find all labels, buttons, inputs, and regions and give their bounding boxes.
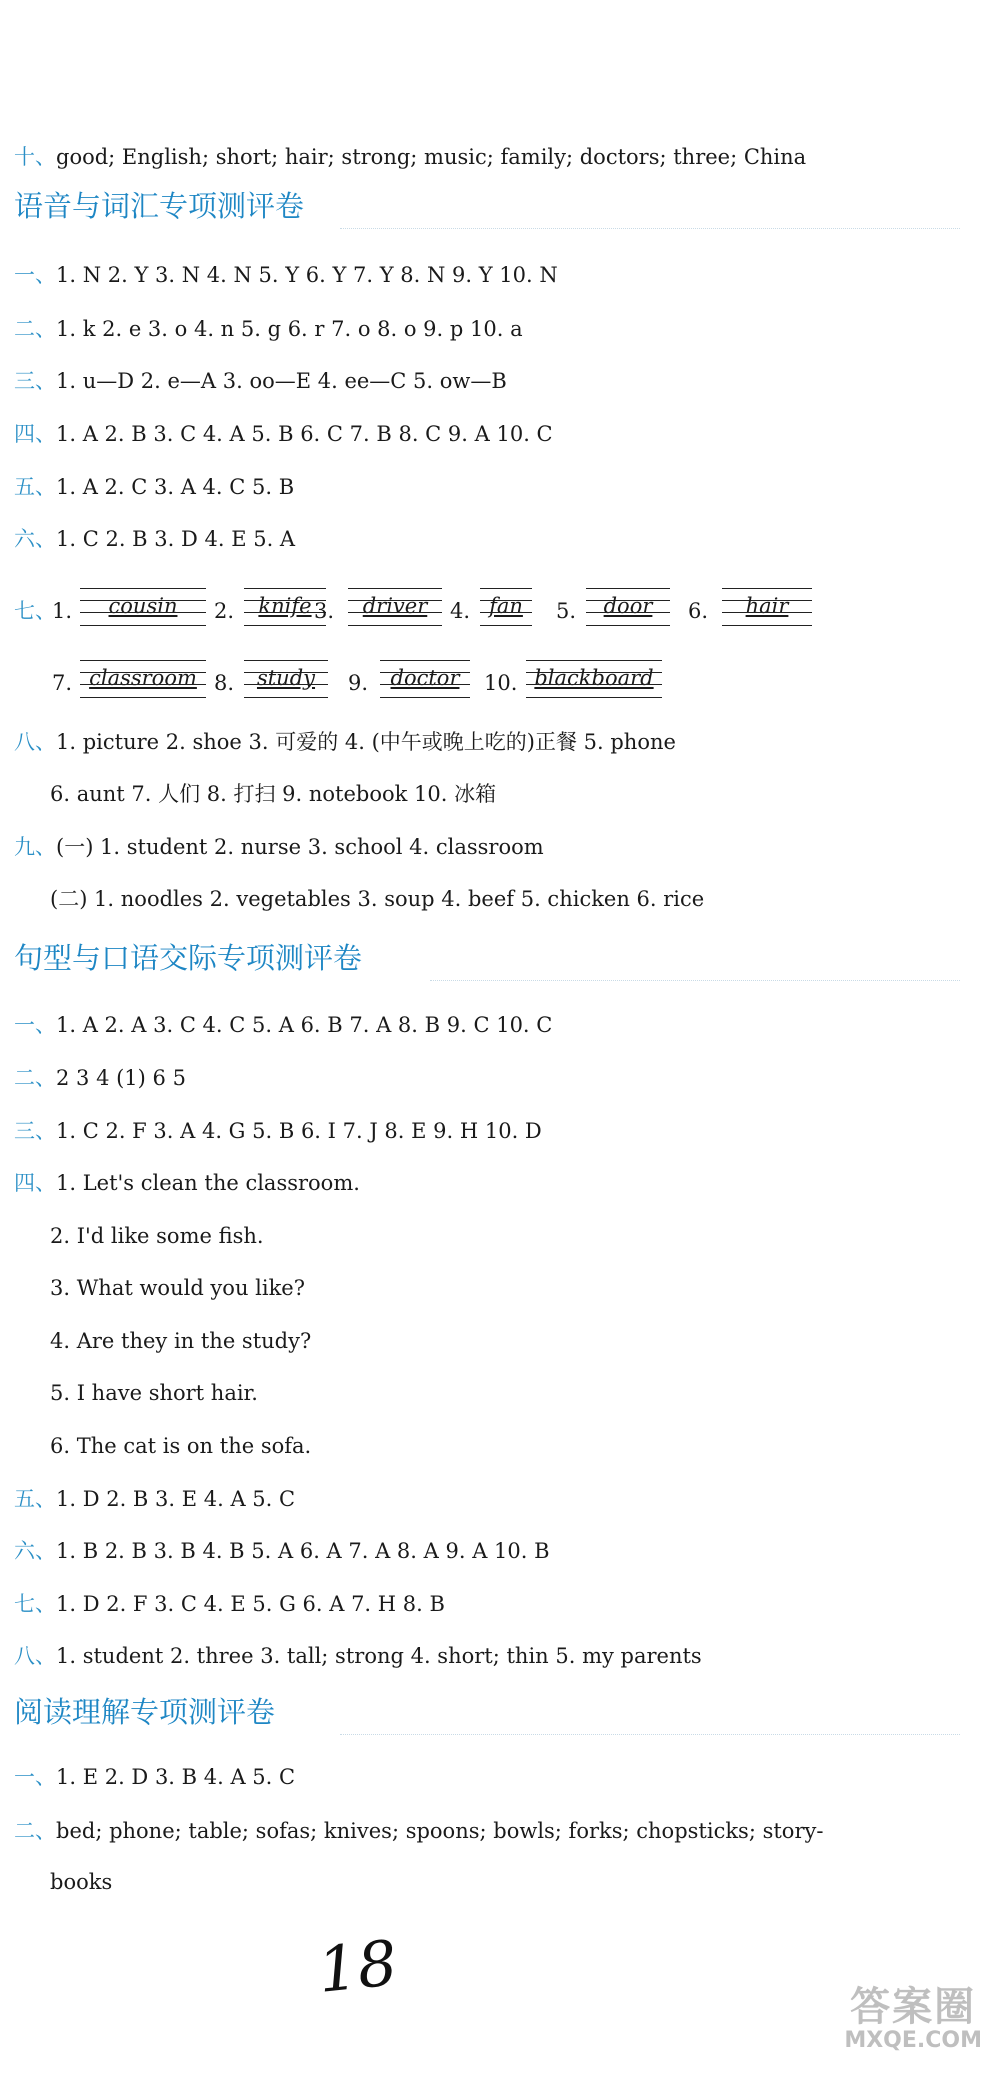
answer-line [14, 1063, 980, 1093]
answer-line [14, 1536, 980, 1566]
item-number: 10. [484, 671, 518, 695]
four-line-box [80, 588, 206, 626]
answer-text: 1. k 2. e 3. o 4. n 5. g 6. r 7. o 8. o 9. p 10. a [56, 317, 523, 341]
question-number: 五、 [14, 1487, 56, 1511]
answer-line-continued: 6. aunt 7. 人们 8. 打扫 9. notebook 10. 冰箱 [50, 782, 497, 806]
question-number: 七、 [14, 1592, 56, 1616]
item-number: 6. [688, 599, 709, 623]
item-number: 2. [214, 599, 235, 623]
answer-line-continued: 4. Are they in the study? [50, 1329, 312, 1353]
answer-line [14, 1816, 980, 1846]
handwritten-word: driver [362, 594, 428, 618]
handwritten-word: blackboard [534, 666, 654, 690]
question-number: 四、 [14, 1171, 56, 1195]
question-number: 一、 [14, 1765, 56, 1789]
answer-text: (一) 1. student 2. nurse 3. school 4. classroom [56, 835, 544, 859]
answer-line [14, 1641, 980, 1671]
answer-text: 1. A 2. C 3. A 4. C 5. B [56, 475, 295, 499]
question-number: 十、 [14, 145, 56, 169]
question-number: 二、 [14, 1819, 56, 1843]
four-line-box [586, 588, 670, 626]
answer-text: 1. picture 2. shoe 3. 可爱的 4. (中午或晚上吃的)正餐 5. phone [56, 730, 676, 754]
answer-line [14, 1484, 980, 1514]
answer-line [14, 366, 980, 396]
answer-text: 1. u—D 2. e—A 3. oo—E 4. ee—C 5. ow—B [56, 369, 507, 393]
answer-text: 1. E 2. D 3. B 4. A 5. C [56, 1765, 296, 1789]
section-title-sentence-patterns: 句型与口语交际专项测评卷 [14, 941, 363, 975]
answer-line [14, 1589, 980, 1619]
answer-text: 1. A 2. A 3. C 4. C 5. A 6. B 7. A 8. B 9. C 10. C [56, 1013, 553, 1037]
question-number: 二、 [14, 1066, 56, 1090]
handwritten-word: classroom [89, 666, 197, 690]
answer-line [14, 727, 980, 757]
heading-divider [430, 980, 960, 981]
handwritten-word: fan [489, 594, 523, 618]
question-number: 九、 [14, 835, 56, 859]
handwritten-word: knife [258, 594, 312, 618]
question-number: 五、 [14, 475, 56, 499]
answer-line [14, 1010, 980, 1040]
four-line-box [480, 588, 532, 626]
watermark-url: MXQE.COM [844, 2028, 982, 2053]
four-line-box [722, 588, 812, 626]
answer-line-continued: (二) 1. noodles 2. vegetables 3. soup 4. beef 5. chicken 6. rice [50, 887, 705, 911]
item-number: 5. [556, 599, 577, 623]
answer-line [14, 1762, 980, 1792]
handwriting-row [14, 650, 980, 712]
answer-text: 1. Let's clean the classroom. [56, 1171, 360, 1195]
answer-line [14, 1116, 980, 1146]
question-number: 四、 [14, 422, 56, 446]
four-line-box [526, 660, 662, 698]
item-number: 9. [348, 671, 369, 695]
page-number: 18 [314, 1926, 401, 2007]
item-number: 3. [314, 599, 335, 623]
question-number: 一、 [14, 1013, 56, 1037]
answer-text: 1. D 2. B 3. E 4. A 5. C [56, 1487, 296, 1511]
four-line-box [80, 660, 206, 698]
handwritten-word: doctor [390, 666, 460, 690]
four-line-box [380, 660, 470, 698]
item-number: 8. [214, 671, 235, 695]
question-number: 三、 [14, 369, 56, 393]
question-number: 三、 [14, 1119, 56, 1143]
watermark-text: 答案圈 [850, 1984, 977, 2030]
section-title-reading: 阅读理解专项测评卷 [14, 1695, 276, 1729]
answer-line-continued: 3. What would you like? [50, 1276, 305, 1300]
question-number: 二、 [14, 317, 56, 341]
handwritten-word: hair [745, 594, 789, 618]
question-number: 六、 [14, 527, 56, 551]
four-line-box [348, 588, 442, 626]
answer-text: 1. student 2. three 3. tall; strong 4. short; thin 5. my parents [56, 1644, 702, 1668]
question-number: 七、 [14, 599, 56, 623]
answer-line [14, 314, 980, 344]
item-number: 1. [52, 599, 73, 623]
answer-text: 1. A 2. B 3. C 4. A 5. B 6. C 7. B 8. C 9. A 10. C [56, 422, 553, 446]
answer-text: 1. B 2. B 3. B 4. B 5. A 6. A 7. A 8. A 9. A 10. B [56, 1539, 550, 1563]
heading-divider [340, 1734, 960, 1735]
question-number: 一、 [14, 263, 56, 287]
handwritten-word: study [256, 666, 316, 690]
answer-text: 1. D 2. F 3. C 4. E 5. G 6. A 7. H 8. B [56, 1592, 445, 1616]
heading-divider [340, 228, 960, 229]
item-number: 4. [450, 599, 471, 623]
question-number: 八、 [14, 1644, 56, 1668]
four-line-box [244, 660, 328, 698]
answer-line [14, 832, 980, 862]
answer-line-continued: 6. The cat is on the sofa. [50, 1434, 312, 1458]
answer-text: 1. C 2. F 3. A 4. G 5. B 6. I 7. J 8. E 9. H 10. D [56, 1119, 542, 1143]
answer-line [14, 472, 980, 502]
answer-text: bed; phone; table; sofas; knives; spoons; bowls; forks; chopsticks; story- [56, 1819, 824, 1843]
answer-line [14, 419, 980, 449]
answer-line [14, 1168, 980, 1198]
answer-text: 2 3 4 (1) 6 5 [56, 1066, 186, 1090]
answer-text: 1. N 2. Y 3. N 4. N 5. Y 6. Y 7. Y 8. N 9. Y 10. N [56, 263, 558, 287]
answer-line-shi [14, 142, 980, 172]
handwriting-row [14, 578, 980, 640]
section-title-phonics-vocab: 语音与词汇专项测评卷 [14, 189, 305, 223]
watermark-logo [844, 1985, 982, 2053]
question-number: 八、 [14, 730, 56, 754]
answer-line [14, 524, 980, 554]
answer-line [14, 260, 980, 290]
handwritten-word: cousin [108, 594, 178, 618]
answer-text: good; English; short; hair; strong; music; family; doctors; three; China [56, 145, 807, 169]
answer-line-continued: 5. I have short hair. [50, 1381, 258, 1405]
answer-line-continued: 2. I'd like some fish. [50, 1224, 264, 1248]
answer-line-continued: books [50, 1870, 113, 1894]
question-number: 六、 [14, 1539, 56, 1563]
item-number: 7. [52, 671, 73, 695]
handwritten-word: door [603, 594, 653, 618]
answer-text: 1. C 2. B 3. D 4. E 5. A [56, 527, 296, 551]
